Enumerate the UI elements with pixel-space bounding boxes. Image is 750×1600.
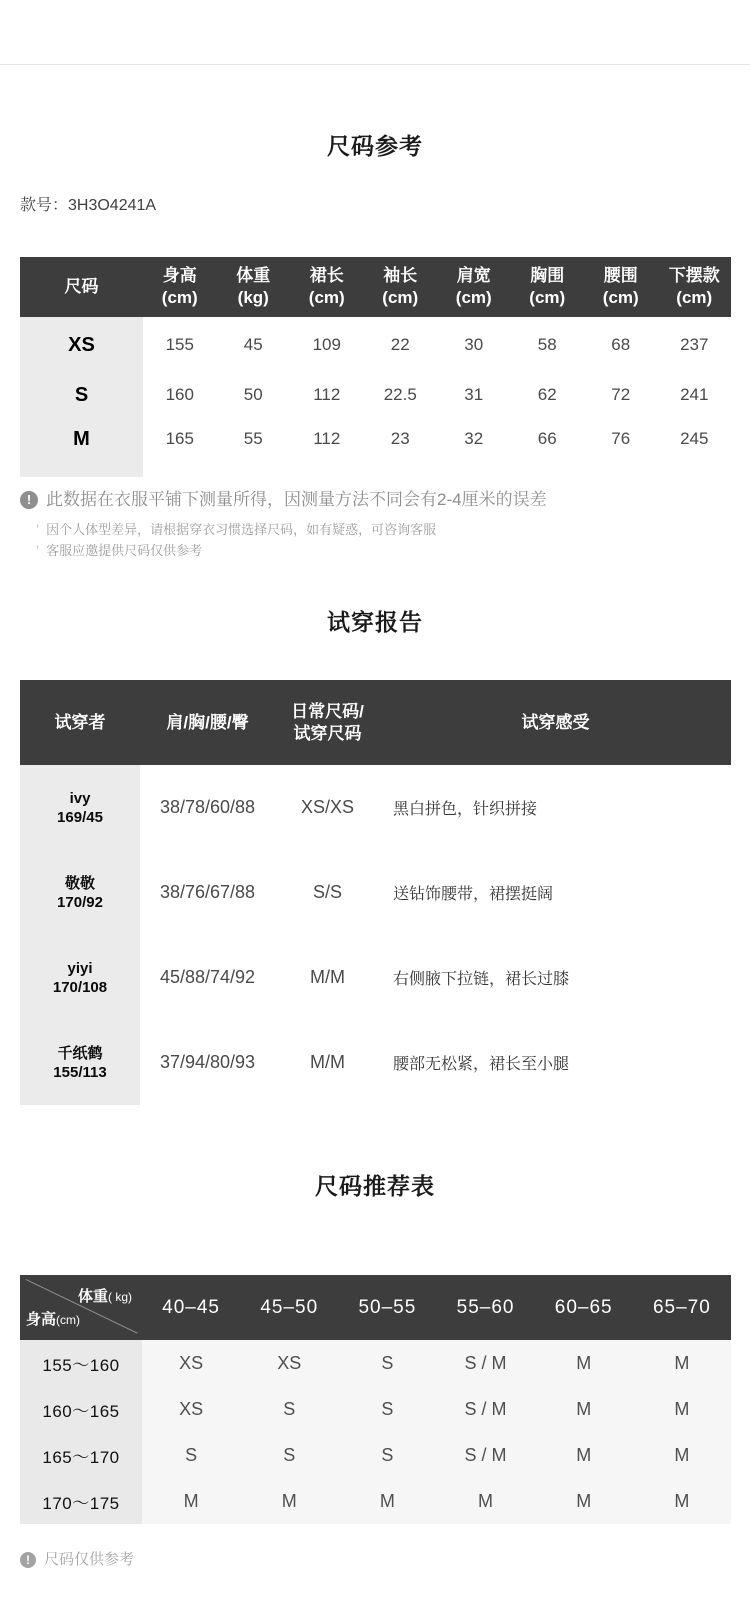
cell-value: 22 (390, 335, 410, 354)
reference-only-text: 尺码仅供参考 (44, 1551, 135, 1568)
measurement-note-text: 此数据在衣服平铺下测量所得，因测量方法不同会有2-4厘米的误差 (46, 490, 547, 509)
cell-value: 31 (464, 385, 484, 404)
rec-size: S / M (436, 1386, 534, 1432)
header-tester: 试穿者 (20, 680, 140, 765)
rec-size: M (535, 1432, 633, 1478)
feel-cell: 黑白拼色，针织拼接 (393, 801, 538, 818)
rec-table-row (20, 1340, 731, 1386)
tester-cell: yiyi 170/108 (52, 959, 108, 996)
cell-value: 112 (313, 385, 341, 404)
rec-size: S (338, 1432, 436, 1478)
rec-table-header-row (20, 1275, 731, 1340)
header-feel: 试穿感受 (380, 680, 731, 765)
bullet-mark: ’ (36, 521, 40, 537)
height-range: 165～170 (20, 1432, 142, 1478)
header-skirt-length: 裙长 (cm) (290, 257, 364, 317)
corner-height-label: 身高(cm) (26, 1311, 81, 1328)
cell-value: 55 (243, 429, 263, 448)
fit-table-header-row (20, 680, 731, 765)
cell-value: 62 (537, 385, 557, 404)
header-sleeve-length: 袖长 (cm) (364, 257, 438, 317)
rec-size: XS (142, 1386, 240, 1432)
cell-value: 76 (611, 429, 631, 448)
cell-value: 30 (464, 335, 484, 354)
rec-size: S (338, 1386, 436, 1432)
size-table-header-row (20, 257, 731, 317)
tester-cell: 千纸鹤 155/113 (53, 1044, 107, 1081)
size-table-row (20, 373, 731, 417)
size-table-row (20, 417, 731, 461)
fit-table-row (20, 1020, 731, 1105)
measurements-cell: 45/88/74/92 (159, 967, 256, 987)
rec-size: S / M (436, 1340, 534, 1386)
rec-size: M (240, 1478, 338, 1524)
cell-value: 245 (680, 429, 709, 448)
size-table (20, 257, 731, 461)
header-measurements: 肩/胸/腰/臀 (140, 680, 275, 765)
cell-value: 66 (537, 429, 557, 448)
rec-size: M (436, 1478, 534, 1524)
corner-cell (20, 1275, 142, 1340)
cell-value: 237 (680, 335, 709, 354)
rec-size: XS (142, 1340, 240, 1386)
rec-size: S (240, 1386, 338, 1432)
rec-size: S (240, 1432, 338, 1478)
fitting-report-table (20, 680, 731, 1105)
header-usual-vs-tried-size: 日常尺码/ 试穿尺码 (275, 680, 380, 765)
feel-cell: 送钻饰腰带，裙摆挺阔 (393, 886, 554, 903)
rec-size: M (142, 1478, 240, 1524)
rec-size: XS (240, 1340, 338, 1386)
size-recommendation-title: 尺码推荐表 (315, 1173, 435, 1199)
cell-value: 112 (313, 429, 341, 448)
cell-value: 155 (165, 335, 194, 354)
size-label: S (74, 383, 89, 406)
size-table-row (20, 317, 731, 373)
rec-size: M (338, 1478, 436, 1524)
weight-range: 55–60 (436, 1275, 534, 1340)
rec-table-row (20, 1386, 731, 1432)
header-shoulder: 肩宽 (cm) (437, 257, 511, 317)
weight-range: 45–50 (240, 1275, 338, 1340)
height-range: 160～165 (20, 1386, 142, 1432)
size-cell: S/S (312, 882, 342, 902)
cell-value: 32 (464, 429, 484, 448)
alert-icon: ! (20, 1552, 36, 1568)
feel-cell: 右侧腋下拉链，裙长过膝 (393, 971, 570, 988)
fitting-report-title: 试穿报告 (327, 609, 423, 635)
header-weight: 体重 (kg) (217, 257, 291, 317)
model-number: 款号：3H3O4241A (20, 197, 157, 214)
measurements-cell: 38/76/67/88 (159, 882, 256, 902)
fit-table-row (20, 935, 731, 1020)
height-range: 170～175 (20, 1478, 142, 1524)
corner-weight-label: 体重( kg) (77, 1288, 132, 1305)
cell-value: 72 (611, 385, 631, 404)
header-height: 身高 (cm) (143, 257, 217, 317)
rec-size: M (535, 1386, 633, 1432)
size-reference-title: 尺码参考 (327, 133, 423, 159)
cell-value: 58 (537, 335, 557, 354)
weight-range: 65–70 (633, 1275, 731, 1340)
weight-range: 50–55 (338, 1275, 436, 1340)
fit-table-row (20, 765, 731, 850)
header-bust: 胸围 (cm) (511, 257, 585, 317)
bullet-mark: ’ (36, 542, 40, 558)
rec-size: S / M (436, 1432, 534, 1478)
rec-size: S (142, 1432, 240, 1478)
note-line: ’ 因个人体型差异，请根据穿衣习惯选择尺码，如有疑惑，可咨询客服 (36, 521, 437, 537)
cell-value: 68 (611, 335, 631, 354)
cell-value: 23 (390, 429, 410, 448)
size-cell: M/M (310, 967, 345, 987)
rec-size: S (338, 1340, 436, 1386)
measurement-note (20, 489, 730, 511)
rec-size: M (633, 1340, 731, 1386)
rec-size: M (633, 1386, 731, 1432)
size-cell: M/M (310, 1052, 345, 1072)
measurements-cell: 38/78/60/88 (159, 797, 256, 817)
size-cell: XS/XS (300, 797, 355, 817)
cell-value: 241 (680, 385, 709, 404)
header-hem: 下摆款 (cm) (658, 257, 732, 317)
size-label: XS (68, 333, 95, 356)
feel-cell: 腰部无松紧，裙长至小腿 (393, 1056, 570, 1073)
top-divider (0, 0, 750, 65)
size-label: M (73, 427, 90, 450)
note-line: ’ 客服应邀提供尺码仅供参考 (36, 542, 203, 558)
cell-value: 22.5 (383, 385, 417, 404)
cell-value: 50 (243, 385, 263, 404)
header-waist: 腰围 (cm) (584, 257, 658, 317)
rec-table-row (20, 1478, 731, 1524)
cell-value: 160 (165, 385, 194, 404)
rec-size: M (633, 1478, 731, 1524)
tester-cell: ivy 169/45 (57, 789, 103, 826)
secondary-notes (36, 519, 750, 561)
fit-table-row (20, 850, 731, 935)
rec-table-row (20, 1432, 731, 1478)
alert-icon: ! (20, 491, 38, 509)
measurements-cell: 37/94/80/93 (159, 1052, 256, 1072)
header-size: 尺码 (20, 257, 143, 317)
height-range: 155～160 (20, 1340, 142, 1386)
rec-size: M (535, 1340, 633, 1386)
weight-range: 40–45 (142, 1275, 240, 1340)
reference-only-note (20, 1550, 730, 1570)
tester-cell: 敬敬 170/92 (57, 874, 103, 911)
cell-value: 45 (243, 335, 263, 354)
cell-value: 165 (165, 429, 194, 448)
rec-size: M (535, 1478, 633, 1524)
rec-size: M (633, 1432, 731, 1478)
weight-range: 60–65 (535, 1275, 633, 1340)
size-recommendation-table (20, 1275, 731, 1524)
cell-value: 109 (312, 335, 341, 354)
